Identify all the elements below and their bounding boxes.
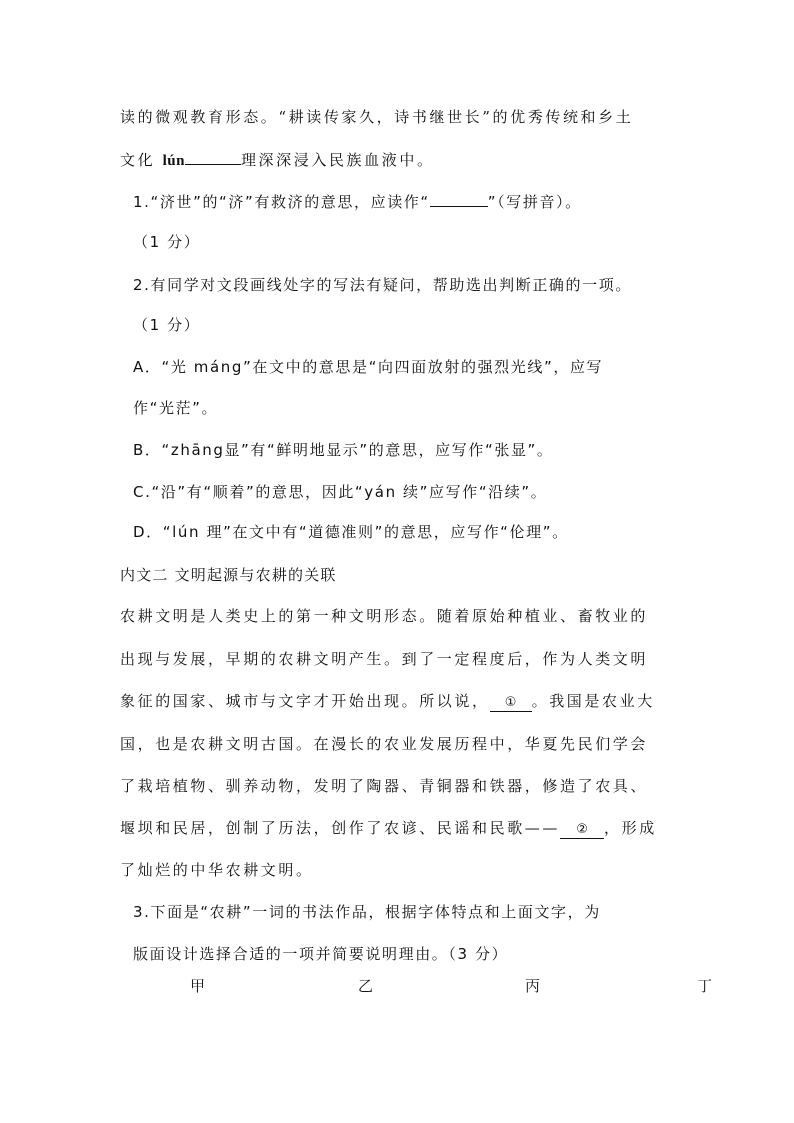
option-a-line-2: 作“光茫”。 (133, 399, 219, 417)
section-2-line-2: 出现与发展，早期的农耕文明产生。到了一定程度后，作为人类文明 (120, 650, 649, 668)
section-2-line-5: 了栽培植物、驯养动物，发明了陶器、青铜器和铁器，修造了农具、 (120, 777, 649, 795)
option-c[interactable]: C.“沿”有“顺着”的意思，因此“yán 续”应写作“沿续”。 (133, 483, 548, 501)
option-d[interactable]: D．“lún 理”在文中有“道德准则”的意思，应写作“伦理”。 (133, 523, 569, 541)
passage-line-2-before: 文化 (120, 151, 163, 169)
passage-line-1: 读的微观教育形态。“耕读传家久，诗书继世长”的优秀传统和乡土 (120, 108, 634, 126)
choice-bing[interactable]: 丙 (525, 977, 541, 995)
section-2-line-3-after: 。我国是农业大 (531, 692, 655, 710)
question-2-score: （1 分） (133, 316, 201, 334)
fill-blank-lun[interactable] (185, 150, 241, 165)
choice-ding[interactable]: 丁 (697, 977, 713, 995)
answer-blank-q1[interactable] (430, 192, 488, 207)
question-1-score: （1 分） (133, 233, 201, 251)
pinyin-lun: lún (162, 153, 185, 169)
fill-blank-1[interactable]: ① (490, 695, 532, 712)
question-1-text-before: 1.“济世”的“济”有救济的意思，应读作“ (133, 193, 430, 211)
section-2-line-1: 农耕文明是人类史上的第一种文明形态。随着原始种植业、畜牧业的 (120, 607, 649, 625)
option-a-line-1[interactable]: A．“光 máng”在文中的意思是“向四面放射的强烈光线”，应写 (133, 358, 604, 376)
section-2-line-3 (120, 691, 655, 712)
option-b[interactable]: B．“zhāng显”有“鲜明地显示”的意思，应写作“张显”。 (133, 441, 554, 459)
choice-yi[interactable]: 乙 (358, 977, 374, 995)
question-1-text-after: ”（写拼音）。 (487, 193, 582, 211)
section-2-line-6-before: 堰坝和民居，创制了历法，创作了农谚、民谣和民歌—— (120, 819, 561, 837)
question-3-line-2: 版面设计选择合适的一项并简要说明理由。（3 分） (133, 945, 509, 963)
question-1 (133, 192, 582, 212)
section-2-heading: 内文二 文明起源与农耕的关联 (120, 566, 337, 584)
section-2-line-6-after: ，形成 (604, 819, 657, 837)
question-3-line-1: 3.下面是“农耕”一词的书法作品，根据字体特点和上面文字，为 (133, 903, 601, 921)
section-2-line-7: 了灿烂的中华农耕文明。 (120, 861, 314, 879)
passage-line-2 (120, 150, 435, 171)
fill-blank-2[interactable]: ② (560, 822, 604, 839)
passage-line-2-after: 理深深浸入民族血液中。 (240, 151, 435, 169)
section-2-line-6 (120, 818, 657, 839)
section-2-line-4: 国，也是农耕文明古国。在漫长的农业发展历程中，华夏先民们学会 (120, 735, 649, 753)
question-2: 2.有同学对文段画线处字的写法有疑问，帮助选出判断正确的一项。 (133, 276, 632, 294)
choice-jia[interactable]: 甲 (190, 977, 206, 995)
section-2-line-3-before: 象征的国家、城市与文字才开始出现。所以说， (120, 692, 490, 710)
